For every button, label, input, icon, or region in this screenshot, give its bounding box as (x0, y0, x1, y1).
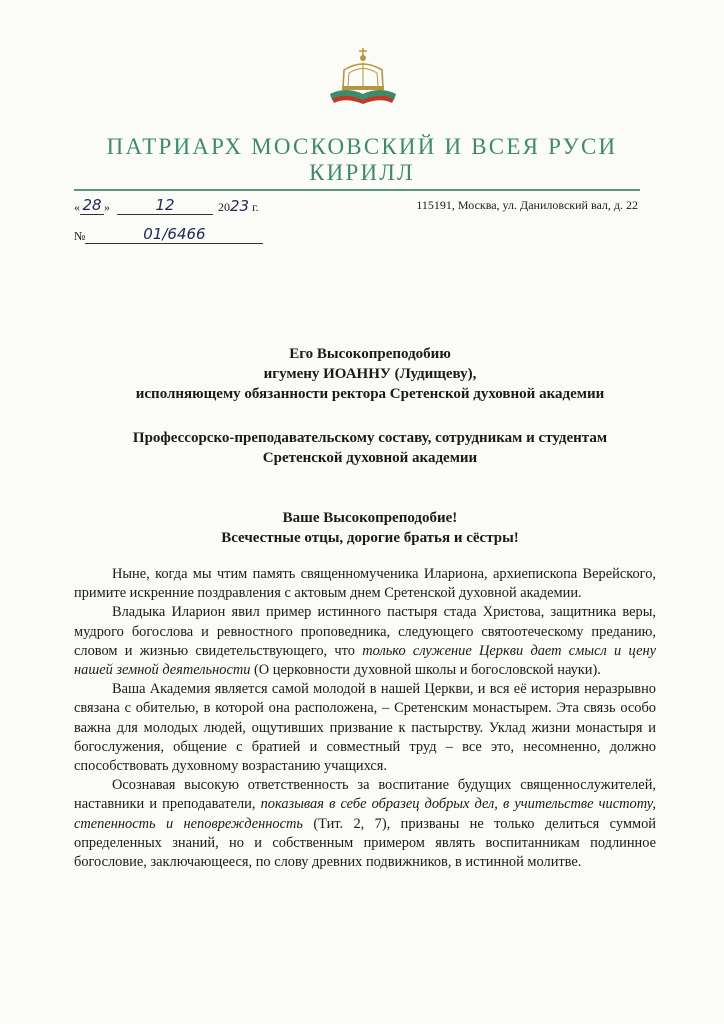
date-day: 28 (82, 196, 102, 214)
paragraph: Осознавая высокую ответственность за воспитание будущих священнослужителей, наставники и преподаватели, показывая в себе образец добрых дел, в учительстве чистоту, степенность и неповрежденность (Тит. 2, 7), призваны не только делиться суммой определенных знаний, но и собственным примером являть воспитанникам подлинное богословие, заключающееся, по слову древних подвижников, в истинной молитве. (74, 777, 656, 871)
paragraph: Ваша Академия является самой молодой в нашей Церкви, и вся её история неразрывно связана с обителью, в которой она расположена, – Сретенским монастырем. Эта связь особо важна для молодых людей, ощутивших призвание к пастырству. Уклад жизни монастыря и богослужения, общение с братией и совместный труд – все это, несомненно, должно способствовать духовному возрастанию учащихся. (74, 681, 656, 775)
salutation: Ваше Высокопреподобие! Всечестные отцы, дорогие братья и сёстры! (221, 510, 519, 546)
paragraph: Владыка Иларион явил пример истинного пастыря стада Христова, защитника веры, мудрого богослова и ревностного проповедника, следующего святоотеческому преданию, словом и жизнью свидетельствующего, что только служение Церкви дает смысл и цену нашей земной деятельности (О церковности духовной школы и богословской науки). (74, 604, 656, 679)
paragraph: Ныне, когда мы чтим память священномученика Илариона, архиепископа Верейского, примите искренние поздравления с актовым днем Сретенской духовной академии. (74, 566, 656, 602)
document-number: 01/6466 (143, 225, 206, 243)
date-field: « 28 » 12 2023 г. (74, 196, 259, 215)
date-month: 12 (155, 196, 175, 214)
patriarch-title: ПАТРИАРХ МОСКОВСКИЙ И ВСЕЯ РУСИ (106, 134, 618, 159)
document-number-field: № 01/6466 (74, 225, 263, 244)
addressee-block: Его Высокопреподобию игумену ИОАННУ (Лудищеву), исполняющему обязанности ректора Сретенской духовной академии (135, 346, 605, 402)
addressee-faculty-block: Профессорско-преподавательскому составу, сотрудникам и студентам Сретенской духовной академии (132, 430, 608, 466)
patriarch-crown-emblem-icon (328, 46, 398, 104)
sender-address: 115191, Москва, ул. Даниловский вал, д. 22 (416, 198, 638, 212)
date-year: 23 (230, 197, 250, 215)
letter-body (74, 565, 656, 872)
header-divider (74, 189, 640, 191)
patriarch-name: КИРИЛЛ (309, 160, 415, 185)
